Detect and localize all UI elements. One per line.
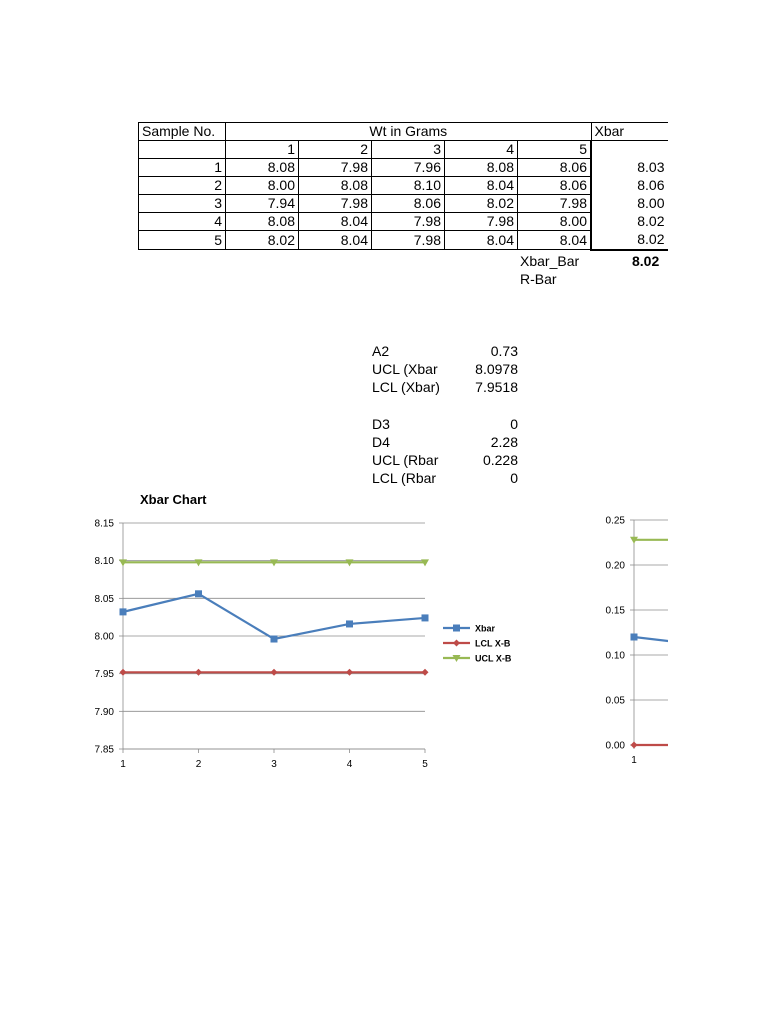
value-cell: 7.98 [518, 195, 592, 213]
value-cell: 8.02 [226, 231, 299, 250]
param-label: A2 [372, 343, 390, 359]
value-cell: 8.06 [518, 159, 592, 177]
xbar-cell: 8.06 [591, 177, 668, 195]
param-label: D4 [372, 433, 390, 450]
value-cell: 8.06 [518, 177, 592, 195]
x-tick-label: 5 [422, 759, 428, 770]
value-cell: 8.08 [226, 213, 299, 231]
param-value: 0 [510, 470, 518, 487]
xbar-cell: 8.00 [591, 195, 668, 213]
legend-label: Xbar [475, 623, 496, 634]
value-cell: 8.04 [299, 231, 372, 250]
col-number: 2 [299, 141, 372, 159]
x-tick-label: 1 [631, 755, 637, 766]
y-tick-label: 0.10 [605, 650, 625, 662]
series-line [634, 637, 668, 646]
value-cell: 8.10 [372, 177, 445, 195]
param-value: 0 [510, 415, 518, 432]
value-cell: 8.04 [518, 231, 592, 250]
y-tick-label: 7.90 [94, 706, 114, 718]
value-cell: 8.08 [226, 159, 299, 177]
param-value: 2.28 [490, 433, 518, 450]
value-cell: 8.04 [445, 177, 518, 195]
value-cell: 8.08 [299, 177, 372, 195]
param-label: D3 [372, 415, 390, 432]
y-tick-label: 8.00 [94, 631, 114, 643]
x-tick-label: 4 [346, 759, 353, 770]
param-value: 0.228 [482, 452, 518, 469]
legend-label: UCL X-B [475, 653, 512, 664]
x-tick-label: 2 [195, 759, 202, 770]
param-label: LCL (Rbar [372, 470, 437, 487]
y-tick-label: 7.85 [94, 744, 114, 756]
xbar-header: Xbar [591, 123, 668, 141]
value-cell: 8.00 [226, 177, 299, 195]
value-cell: 7.96 [372, 159, 445, 177]
y-tick-label: 7.95 [94, 669, 114, 681]
col-number: 4 [445, 141, 518, 159]
r-bar-label: R-Bar [520, 271, 557, 287]
chart-title: Xbar Chart [140, 492, 207, 507]
xbar-cell: 8.03 [591, 159, 668, 177]
y-tick-label: 0.25 [605, 515, 625, 527]
value-cell: 8.04 [445, 231, 518, 250]
param-value: 0.73 [490, 343, 518, 359]
value-cell: 7.94 [226, 195, 299, 213]
param-label: LCL (Xbar) [372, 379, 440, 396]
xbar-bar-value: 8.02 [632, 253, 660, 269]
data-point [631, 742, 638, 749]
x-tick-label: 1 [120, 759, 126, 770]
value-cell: 8.00 [518, 213, 592, 231]
param-value: 8.0978 [475, 361, 518, 378]
sample-cell: 3 [139, 195, 226, 213]
col-number: 3 [372, 141, 445, 159]
xbar-cell: 8.02 [591, 231, 668, 250]
wt-header: Wt in Grams [226, 123, 592, 141]
param-value: 7.9518 [475, 379, 518, 396]
y-tick-label: 0.05 [605, 695, 625, 707]
y-tick-label: 0.20 [605, 560, 625, 572]
y-tick-label: 8.05 [94, 593, 114, 605]
y-tick-label: 0.15 [605, 605, 625, 617]
value-cell: 8.02 [445, 195, 518, 213]
param-label: UCL (Rbar [372, 452, 439, 469]
y-tick-label: 8.10 [94, 556, 114, 568]
value-cell: 8.06 [372, 195, 445, 213]
sample-cell: 1 [139, 159, 226, 177]
xbar-bar-label: Xbar_Bar [520, 253, 580, 269]
value-cell: 7.98 [372, 213, 445, 231]
y-tick-label: 8.15 [94, 518, 114, 530]
param-label: UCL (Xbar [372, 361, 438, 378]
value-cell: 7.98 [445, 213, 518, 231]
sample-cell: 5 [139, 231, 226, 250]
sample-no-header: Sample No. [139, 123, 226, 141]
value-cell: 7.98 [372, 231, 445, 250]
value-cell: 8.08 [445, 159, 518, 177]
legend-label: LCL X-B [475, 638, 511, 649]
xbar-cell: 8.02 [591, 213, 668, 231]
value-cell: 7.98 [299, 159, 372, 177]
value-cell: 8.04 [299, 213, 372, 231]
data-point [631, 634, 638, 641]
sample-cell: 2 [139, 177, 226, 195]
col-number: 5 [518, 141, 592, 159]
value-cell: 7.98 [299, 195, 372, 213]
x-tick-label: 3 [271, 759, 277, 770]
col-number: 1 [226, 141, 299, 159]
sample-cell: 4 [139, 213, 226, 231]
y-tick-label: 0.00 [605, 740, 625, 752]
